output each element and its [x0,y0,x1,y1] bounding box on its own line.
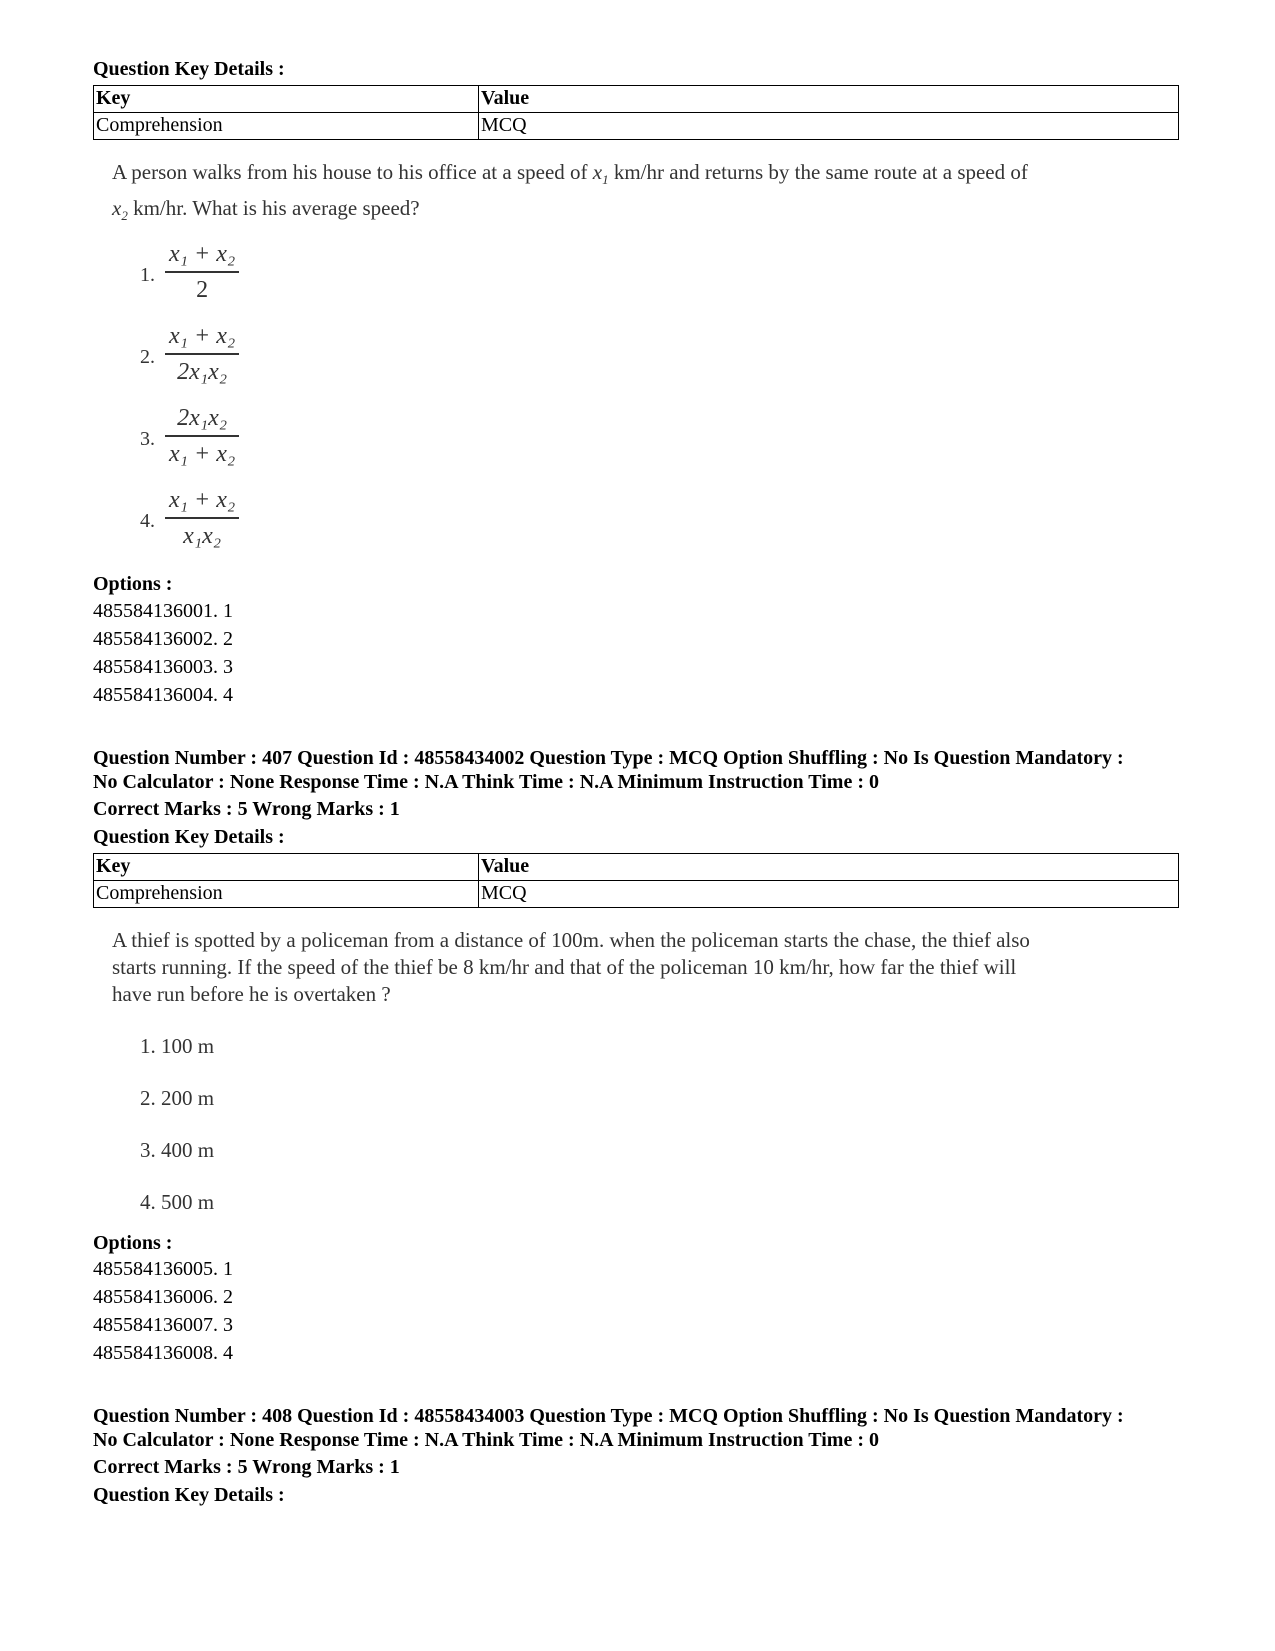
option-line: 485584136003. 3 [93,656,233,678]
choice-number: 4. [140,510,155,532]
option-line: 485584136004. 4 [93,684,233,706]
table-header-value: Value [479,854,1179,881]
question-header-line: No Calculator : None Response Time : N.A Think Time : N.A Minimum Instruction Time : 0 [93,771,879,793]
choice-number: 2. [140,346,155,368]
table-cell-value: MCQ [479,881,1179,908]
question-header-line: No Calculator : None Response Time : N.A Think Time : N.A Minimum Instruction Time : 0 [93,1429,879,1451]
key-details-table [93,85,1179,140]
choice-fraction: x₁ + x₂ 2x₁x₂ [165,322,239,386]
key-details-label: Question Key Details : [93,1484,285,1506]
choice-item: 2. 200 m [140,1086,215,1110]
marks-line: Correct Marks : 5 Wrong Marks : 1 [93,798,400,820]
option-line: 485584136001. 1 [93,600,233,622]
key-details-table [93,853,1179,908]
choice-item: 1. 100 m [140,1034,215,1058]
option-line: 485584136006. 2 [93,1286,233,1308]
options-label: Options : [93,573,173,595]
key-details-label: Question Key Details : [93,58,285,80]
table-header-value: Value [479,86,1179,113]
option-line: 485584136002. 2 [93,628,233,650]
question-header-line: Question Number : 408 Question Id : 48558434003 Question Type : MCQ Option Shuffling : No Is Question Mandatory : [93,1405,1124,1427]
choice-fraction: x₁ + x₂ 2 [165,240,239,304]
table-cell-value: MCQ [479,113,1179,140]
choice-item: 4. 500 m [140,1190,215,1214]
table-header-key: Key [94,86,479,113]
table-cell-key: Comprehension [94,113,479,140]
option-line: 485584136005. 1 [93,1258,233,1280]
option-line: 485584136007. 3 [93,1314,233,1336]
question-header-line: Question Number : 407 Question Id : 48558434002 Question Type : MCQ Option Shuffling : No Is Question Mandatory : [93,747,1124,769]
choice-number: 1. [140,264,155,286]
choice-number: 3. [140,428,155,450]
table-header-key: Key [94,854,479,881]
option-line: 485584136008. 4 [93,1342,233,1364]
options-label: Options : [93,1232,173,1254]
choice-fraction: 2x₁x₂ x₁ + x₂ [165,404,239,468]
choice-fraction: x₁ + x₂ x₁x₂ [165,486,239,550]
key-details-label: Question Key Details : [93,826,285,848]
question-text: A person walks from his house to his office at a speed of $x_1$ km/hr and returns by the same route at a speed of $x_2$ km/hr. What is his average speed? [112,160,1028,224]
marks-line: Correct Marks : 5 Wrong Marks : 1 [93,1456,400,1478]
question-text: A thief is spotted by a policeman from a distance of 100m. when the policeman starts the chase, the thief also starts running. If the speed of the thief be 8 km/hr and that of the policeman 10 km/hr, how far the thief will have run before he is overtaken ? [112,928,1030,1006]
choice-item: 3. 400 m [140,1138,215,1162]
table-cell-key: Comprehension [94,881,479,908]
